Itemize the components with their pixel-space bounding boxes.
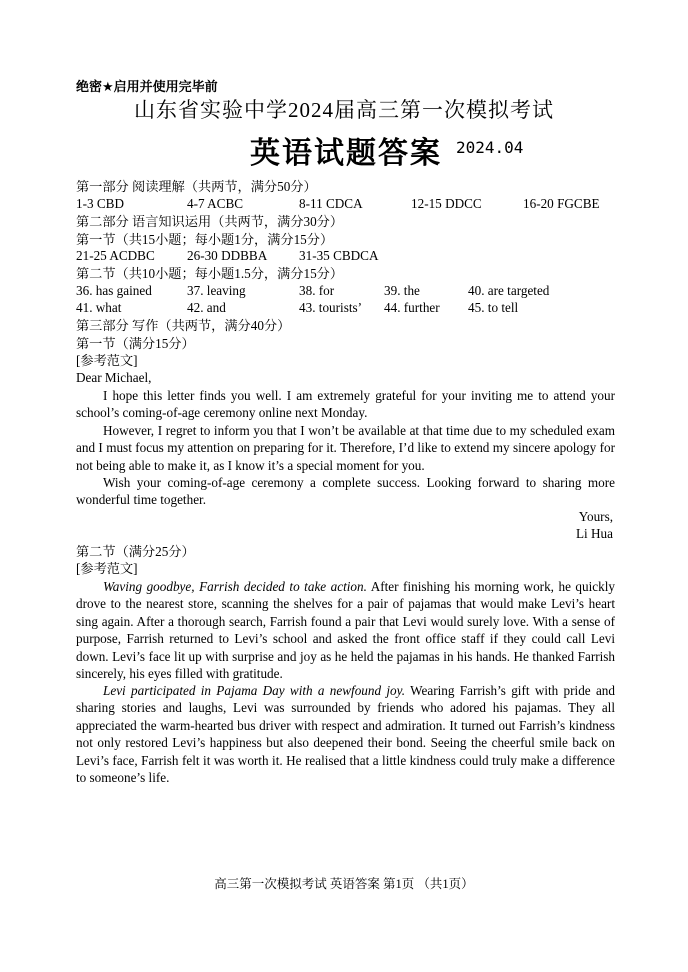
story-paragraph-1 [76,578,615,682]
answer-group: 12-15 DDCC [411,196,482,211]
part3-section2-heading: 第二节（满分25分） [76,544,195,559]
answer-group: 4-7 ACBC [187,196,244,211]
part3-section1-heading: 第一节（满分15分） [76,336,195,351]
paragraph-lead-sentence: Waving goodbye, Farrish decided to take action. [103,579,367,594]
answer-group: 1-3 CBD [76,196,124,211]
letter-paragraph-1 [76,387,615,422]
answer-item: 37. leaving [187,283,246,298]
part1-heading: 第一部分 阅读理解（共两节，满分50分） [76,179,317,194]
part2-heading: 第二部分 语言知识运用（共两节，满分30分） [76,214,344,229]
letter-paragraph-2 [76,422,615,474]
page-footer: 高三第一次模拟考试 英语答案 第1页 （共1页） [214,877,474,891]
answer-item: 41. what [76,300,122,315]
answer-group: 8-11 CDCA [299,196,363,211]
answer-item: 36. has gained [76,283,152,298]
letter-closing: Yours, [578,509,613,524]
paragraph-lead-sentence: Levi participated in Pajama Day with a newfound joy. [103,683,406,698]
paragraph-text: Wearing Farrish’s gift with pride and sharing stories and laughs, Levi was surrounded by friends who adored his pajamas. They all appreciated the warm-hearted bus driver with respect and admiration. It turned out Farrish’s kindness not only restored Levi’s happiness but also deepened their bond. Seeing the cheerful smile back on Levi’s face, Farrish felt it was worth it. He realised that a little kindness could truly make a difference to someone’s life. [76,683,615,786]
answer-group: 31-35 CBDCA [299,248,379,263]
answer-group: 26-30 DDBBA [187,248,268,263]
confidential-notice: 绝密★启用并使用完毕前 [76,80,218,95]
answer-group: 16-20 FGCBE [523,196,600,211]
reference-label: [参考范文] [76,353,138,368]
part2-section2-heading: 第二节（共10小题；每小题1.5分，满分15分） [76,266,344,281]
part3-heading: 第三部分 写作（共两节，满分40分） [76,318,291,333]
letter-greeting: Dear Michael, [76,370,152,385]
answer-item: 43. tourists’ [299,300,363,315]
answer-group: 21-25 ACDBC [76,248,155,263]
reference-label-2: [参考范文] [76,561,138,576]
part2-section1-heading: 第一节（共15小题；每小题1分，满分15分） [76,232,334,247]
document-date: 2024.04 [456,138,524,157]
answer-item: 44. further [384,300,440,315]
paragraph-text: After finishing his morning work, he quickly drove to the nearest store, scanning the shelves for a pair of pajamas that would make Levi’s heart sing again. After a thorough search, Farrish found a pair that Levi would surely love. With a sense of purpose, Farrish returned to Levi’s school and asked the front office staff if they could call Levi down. Levi’s face lit up with surprise and joy as he held the pajamas in his hands. He thanked Farrish sincerely, his eyes filled with gratitude. [76,579,615,682]
answer-item: 45. to tell [468,300,519,315]
letter-paragraph-3 [76,474,615,509]
letter-signature: Li Hua [576,526,613,541]
paragraph-text: I hope this letter finds you well. I am extremely grateful for your inviting me to attend your school’s coming-of-age ceremony online next Monday. [76,388,615,421]
answer-item: 39. the [384,283,420,298]
school-exam-title: 山东省实验中学2024届高三第一次模拟考试 [134,98,554,122]
paragraph-text: However, I regret to inform you that I won’t be available at that time due to my scheduled exam and I must focus my attention on preparing for it. Therefore, I’d like to extend my sincere apology for not being able to make it, as I know it’s a special moment for you. [76,423,615,473]
answer-item: 40. are targeted [468,283,550,298]
document-title: 英语试题答案 [250,136,442,171]
story-paragraph-2 [76,682,615,786]
answer-item: 42. and [187,300,226,315]
paragraph-text: Wish your coming-of-age ceremony a complete success. Looking forward to sharing more wonderful time together. [76,475,615,508]
answer-item: 38. for [299,283,335,298]
